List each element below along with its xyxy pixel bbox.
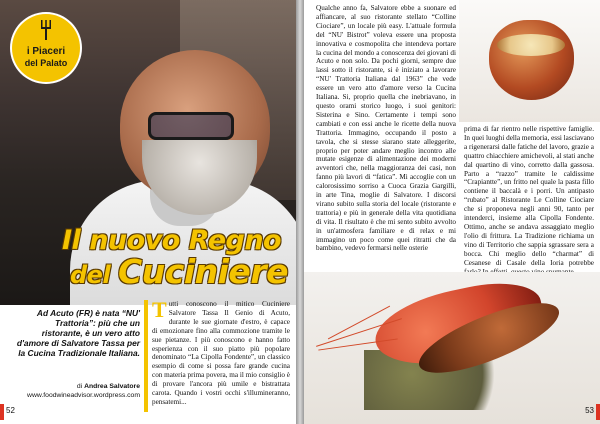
headline-main: Cuciniere — [118, 252, 288, 291]
article-intro: Ad Acuto (FR) è nata “NU' Trattoria”: più che un ristorante, è un vero atto d'amore di Salvatore Tassa per la Cucina Tradizionale Italiana. — [16, 308, 140, 358]
onion-filling — [497, 34, 565, 56]
byline-author: Andrea Salvatore — [84, 383, 140, 390]
headline-line1: Il nuovo Regno — [62, 225, 282, 256]
byline-prefix: di — [76, 383, 85, 390]
right-page — [304, 0, 600, 424]
headline-line2 — [70, 252, 288, 291]
onion-shape — [489, 20, 574, 100]
page-number-right: 53 — [585, 406, 594, 415]
logo-title-line1: i Piaceri — [26, 46, 66, 57]
shrimp-dish-photo — [304, 272, 600, 424]
article-column-2: Qualche anno fa, Salvatore ebbe a suonare ed affiancare, al suo ristorante stellato “Colline Ciociare”, un locale più easy. L'attuale formula del “NU' Bistrot” voleva essere una proposta innovativa e cosmopolita che intendeva portare la cucina del mondo a conoscenza dei giovani di Acuto e non solo. Da pochi giorni, sempre due lassi sotto il ristorante, si è iniziato a lavorare “NU' Trattoria Italiana dal 1963” che vede essere un vero atto d'amore verso la Cucina Italiana. Si, proprio quella che inebriavano, in questo orami storico luogo, i suoi genitori: Sisterina e Sino. Certamente i tempi sono cambiati e con essi anche le ricette della nuova Trattoria. Immagino, occupando il posto a tavola, che si stesse siarano state alleggerite, proprio per poter andare meglio incontro alle mutate esigenze di alimentazione dei moderni avventori che, nella maggioranza dei casi, non fanno più lavori di “fatica”. Mi accoglie con un calorosissimo sorriso a Cuoca Grazia Gargilli, in arte Tina, moglie di Salvatore. I discorsi virano subito sulla storia del locale (ristorante e trattoria) e più in generale della vita quotidiana di vita. Il risultato è che mi sento subito avvolto in un'atmosfera familiare e di relax e mi immagino un poco come quei ritratti che da bambino, vedevo fermarsi nelle osterie — [316, 4, 456, 253]
column-1-text: utti conoscono il mitico Cuciniere Salvatore Tassa Il Genio di Acuto, durante le sue giornate d'estro, è capace di emozionare fino alla commozione tramite le sue pietanze. I più conoscono e hanno fatto esperienza con il suo piatto più popolare denominato “La Cipolla Fondente”, un classico esempio di come si possa fare grande cucina con materia prima povera, ma il mio consiglio è di provare l'ancora più umile e bistrattata carota. Quando i vostri occhi s'illumineranno, pensatemi... — [152, 300, 290, 406]
headline-prefix: del — [70, 261, 119, 289]
page-gutter — [296, 0, 304, 424]
drop-cap: T — [152, 297, 167, 322]
chef-glasses — [148, 112, 234, 140]
byline-site: www.foodwineadvisor.wordpress.com — [27, 392, 140, 399]
article-column-3: prima di far rientro nelle rispettive famiglie. In quei luoghi della memoria, essi lasciavano a rigenerarsi dalle fatiche del lavoro, grazie a quattro chiacchiere amichevoli, al stati anche dal quartino di vino, corretto dalla gassosa. Parto a “razzo” tramite le caldissime “Crapiantte”, un fritto nel quale la pasta fillo contiene il baccalà e i porri. Un antipasto “rubato” al Ristorante Le Colline Ciociare che si proponeva negli anni 90, tanto per intenderci, insieme alla Cipolla Fondente. Ottimo, anche se andava assaggiato meglio l'olio di frittura. La Tradizione richiama un vino di Territorio che sappia sgrassare sera a bocca. Chi meglio dello “charmat” di Cesanese di Casale della Ioria potrebbe — [464, 125, 594, 267]
byline — [14, 382, 140, 400]
accent-bar — [144, 300, 148, 412]
page-number-left: 52 — [6, 406, 15, 415]
onion-dish-photo — [459, 0, 600, 122]
fork-icon — [40, 20, 52, 40]
page-marker-left — [0, 404, 4, 420]
article-column-1 — [152, 297, 290, 407]
logo-title-line2: del Palato — [24, 58, 68, 68]
page-marker-right — [596, 404, 600, 420]
left-page — [0, 0, 296, 424]
